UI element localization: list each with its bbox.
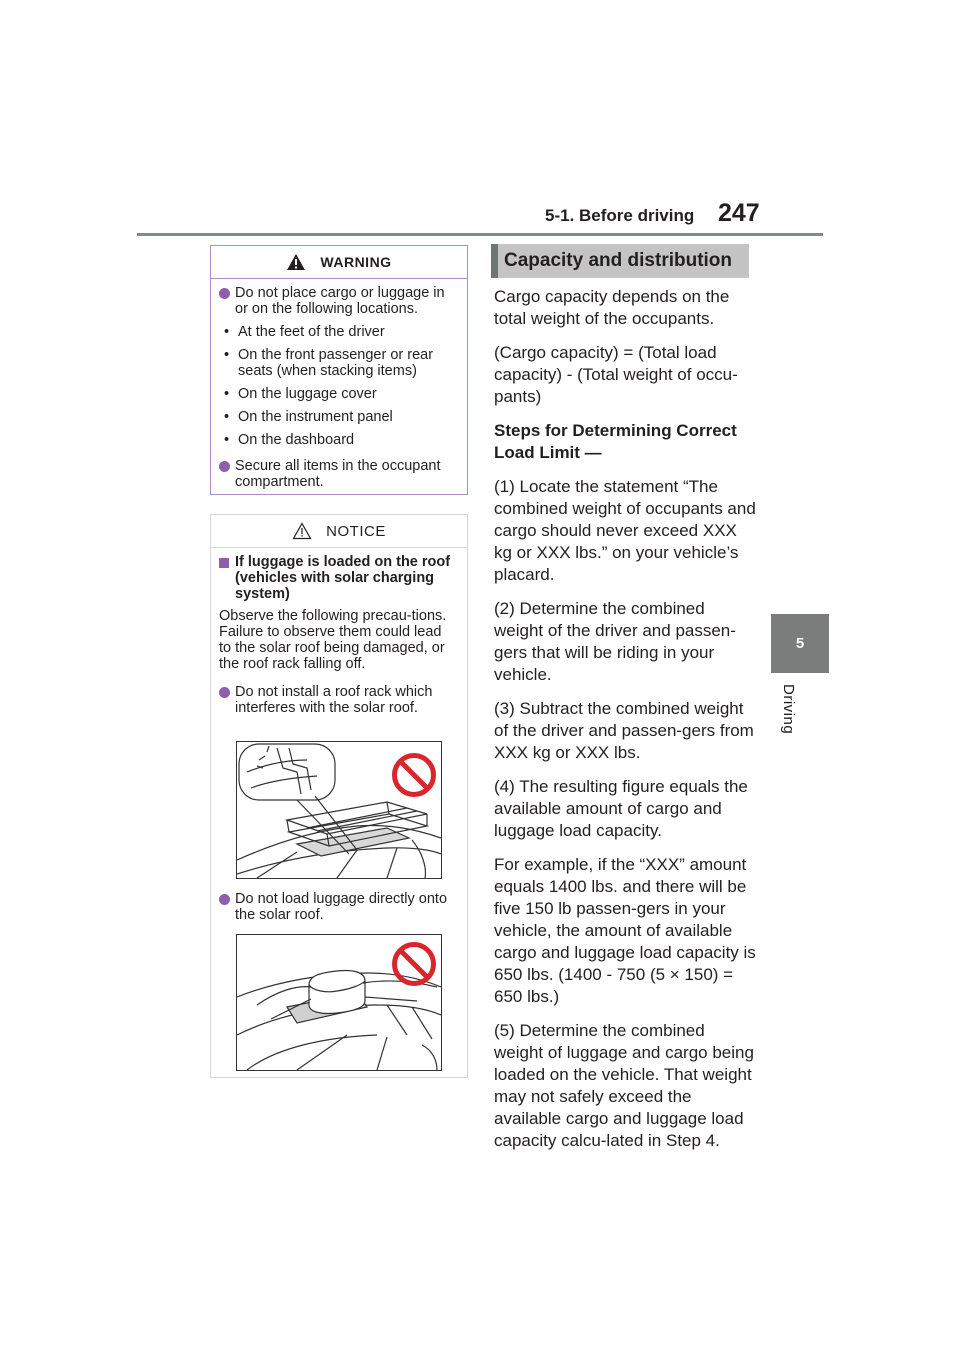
chapter-label xyxy=(772,684,822,744)
capacity-body xyxy=(494,286,756,1164)
page-number: 247 xyxy=(718,199,760,227)
header-divider xyxy=(137,233,823,236)
square-bullet-icon xyxy=(219,558,229,568)
notice-item-text: Do not install a roof rack which interferes with the solar roof. xyxy=(235,684,433,716)
caution-triangle-icon xyxy=(292,522,312,540)
location-item: • On the front passenger or rear seats (when stacking items) xyxy=(224,347,434,379)
notice-item xyxy=(219,891,459,923)
prohibition-icon xyxy=(391,752,437,798)
capacity-heading: Capacity and distribution xyxy=(491,244,749,278)
chapter-tab[interactable] xyxy=(771,614,829,673)
notice-title: NOTICE xyxy=(326,522,386,540)
step-1: (1) Locate the statement “The combined weight of occupants and cargo should never exceed XXX kg or XXX lbs.” on your vehicle’s placard. xyxy=(494,477,756,584)
bullet-dot-icon xyxy=(219,894,230,905)
section-title: 5-1. Before driving xyxy=(545,206,695,225)
prohibition-icon xyxy=(391,941,437,987)
bullet-dot-icon xyxy=(219,288,230,299)
warning-header xyxy=(211,246,467,279)
step-3: (3) Subtract the combined weight of the driver and passen-gers from XXX kg or XXX lbs. xyxy=(494,699,754,762)
step-2: (2) Determine the combined weight of the driver and passen-gers that will be riding in your vehicle. xyxy=(494,599,736,684)
warning-item xyxy=(219,285,457,317)
chapter-label-text: Driving xyxy=(780,684,797,735)
location-text: At the feet of the driver xyxy=(238,324,385,340)
location-text: On the instrument panel xyxy=(238,409,393,425)
notice-subheading-text: If luggage is loaded on the roof (vehicles with solar charging system) xyxy=(235,554,451,602)
roof-rack-illustration xyxy=(236,741,442,879)
bullet-dot-icon xyxy=(219,461,230,472)
notice-item xyxy=(219,684,457,716)
warning-item xyxy=(219,458,457,490)
location-item: • On the luggage cover xyxy=(224,386,377,402)
capacity-formula: (Cargo capacity) = (Total load capacity) - (Total weight of occu-pants) xyxy=(494,343,738,406)
notice-header xyxy=(211,515,467,548)
location-text: On the luggage cover xyxy=(238,386,377,402)
notice-subheading xyxy=(219,554,457,602)
warning-item-text: Do not place cargo or luggage in or on the following locations. xyxy=(235,285,445,317)
warning-title: WARNING xyxy=(320,254,392,270)
step-5: (5) Determine the combined weight of luggage and cargo being loaded on the vehicle. That weight may not safely exceed the available cargo and luggage load capacity calcu-lated in Step 4. xyxy=(494,1021,754,1150)
example-paragraph: For example, if the “XXX” amount equals 1400 lbs. and there will be five 150 lb passen-gers in your vehicle, the amount of available cargo and luggage load capacity is 650 lbs. (1400 - 750 (5 × 150) = 650 lbs.) xyxy=(494,855,756,1006)
capacity-paragraph: Cargo capacity depends on the total weight of the occupants. xyxy=(494,287,730,328)
warning-item-text: Secure all items in the occupant compartment. xyxy=(235,458,441,490)
location-item: • On the dashboard xyxy=(224,432,355,448)
warning-triangle-icon xyxy=(286,253,306,271)
luggage-roof-illustration xyxy=(236,934,442,1071)
notice-intro: Observe the following precau-tions. Failure to observe them could lead to the solar roof being damaged, or the roof rack falling off. xyxy=(219,608,447,672)
location-text: On the dashboard xyxy=(238,432,355,448)
notice-item-text: Do not load luggage directly onto the solar roof. xyxy=(235,891,448,923)
location-item: • At the feet of the driver xyxy=(224,324,385,340)
steps-title: Steps for Determining Correct Load Limit — xyxy=(494,421,737,462)
warning-box xyxy=(210,245,468,495)
step-4: (4) The resulting figure equals the available amount of cargo and luggage load capacity. xyxy=(494,777,748,840)
chapter-number: 5 xyxy=(795,635,805,652)
bullet-dot-icon xyxy=(219,687,230,698)
location-item: • On the instrument panel xyxy=(224,409,393,425)
location-text: On the front passenger or rear seats (when stacking items) xyxy=(238,347,434,379)
